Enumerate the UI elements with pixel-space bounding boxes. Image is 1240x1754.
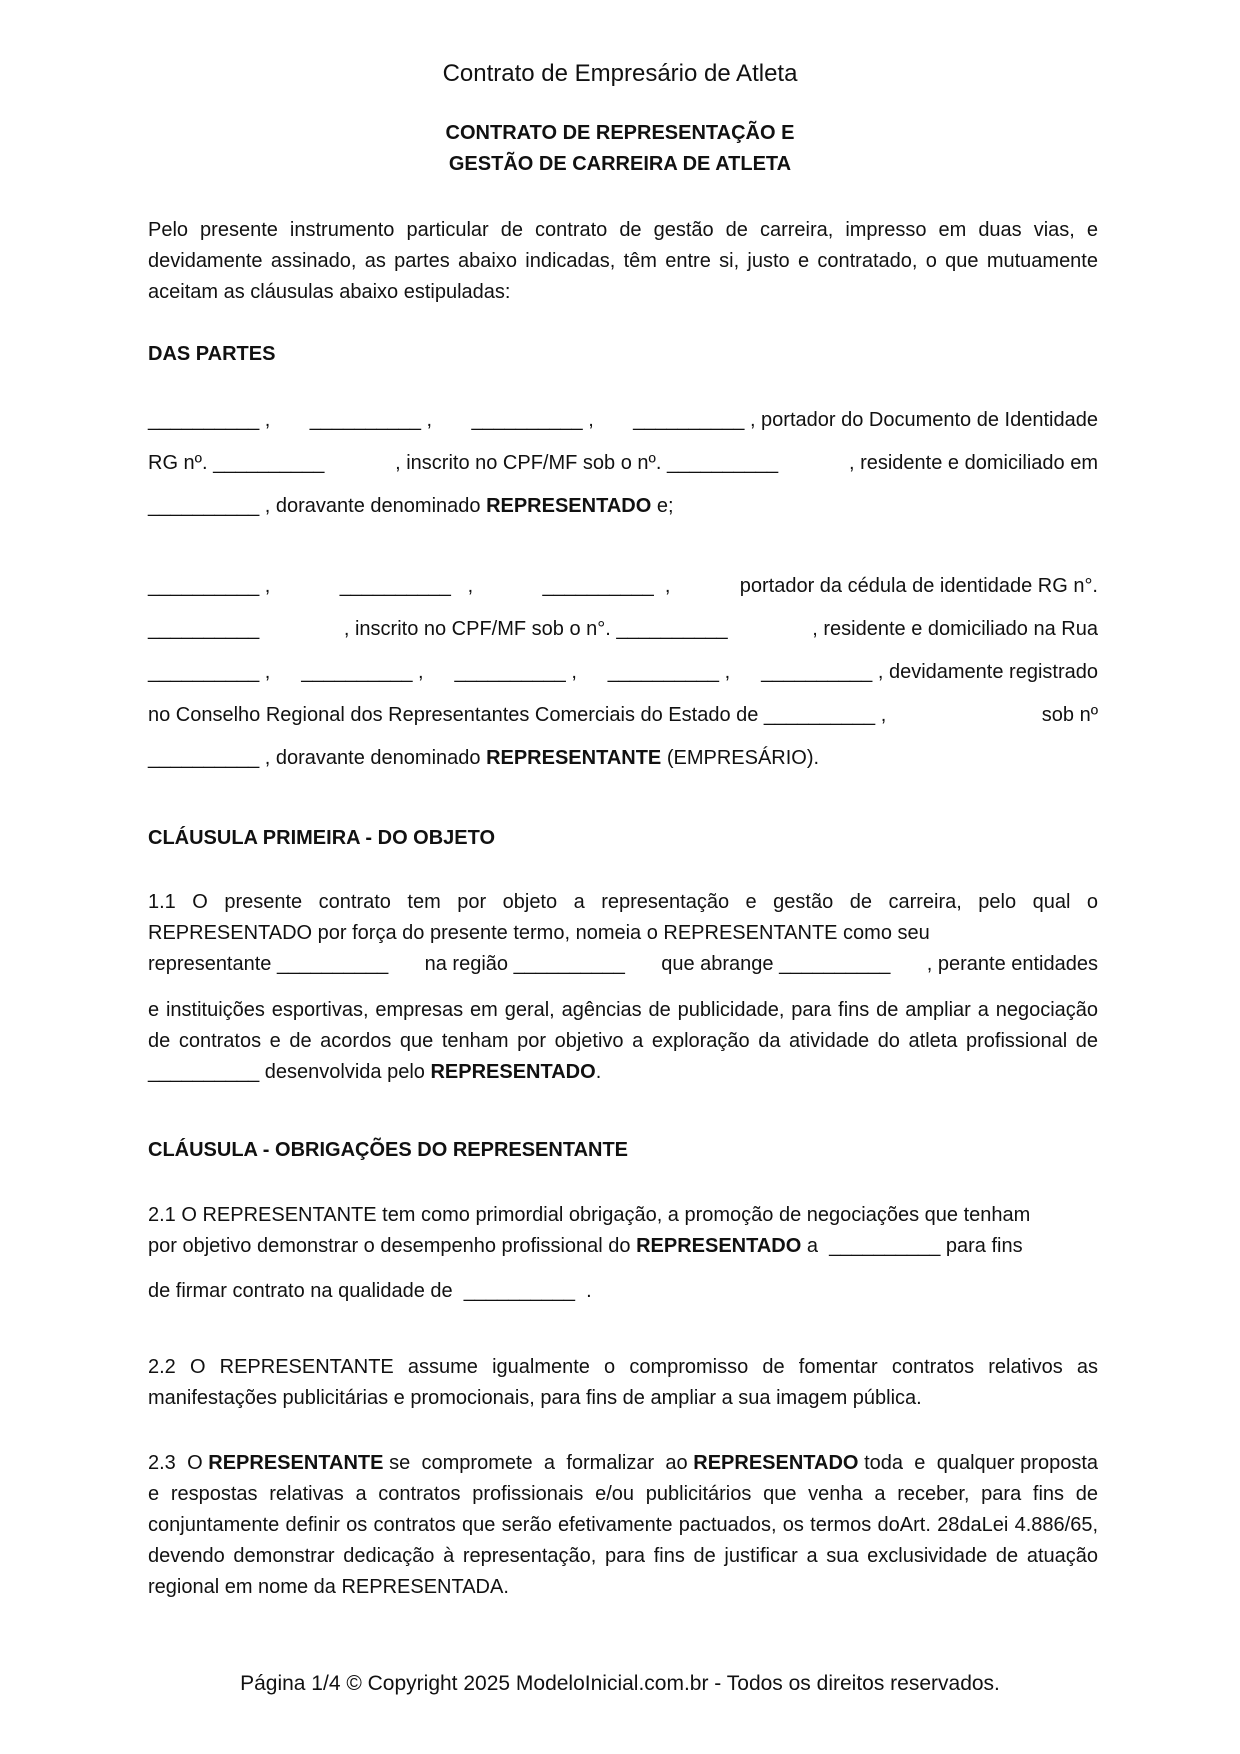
page-header-title: Contrato de Empresário de Atleta [442,60,798,87]
party2-field: __________ , [454,661,577,683]
party2-field: __________ , devidamente registrado [761,661,1098,683]
clause1-1-paragraph-b [148,995,1098,1088]
clause1-heading: CLÁUSULA PRIMEIRA - DO OBJETO [148,827,496,849]
representative-label: REPRESENTANTE [208,1452,384,1474]
party1-line2 [148,448,1098,479]
party2-field: sob nº [1041,704,1098,726]
party2-field: __________ , [148,575,271,597]
party1-field: __________ , portador do Documento de Identidade [633,409,1098,431]
represented-label: REPRESENTADO [693,1452,859,1474]
clause2-3-text: toda e qualquer proposta e respostas relativas a contratos profissionais e/ou publicitários que venha a receber, para fins de conjuntamente definir os contratos que serão efetivamente pactuados, os termos doArt. 28daLei 4.886/65, devendo demonstrar dedicação à representação, para fins de justificar a sua exclusividade de atuação regional em nome da REPRESENTADA. [148,1452,1104,1598]
clause1-text: . [595,1061,602,1083]
clause2-text: por objetivo demonstrar o desempenho profissional do [148,1235,637,1257]
party2-line4 [148,700,1098,731]
document-title-line1: CONTRATO DE REPRESENTAÇÃO E [445,122,795,144]
clause2-3-text: 2.3 O [148,1452,209,1474]
party1-text: e; [651,495,674,517]
party2-field: __________ , [607,661,731,683]
party2-line3 [148,657,1098,688]
party1-line3 [148,491,1098,522]
clause1-field: na região __________ [424,953,625,975]
clause2-heading: CLÁUSULA - OBRIGAÇÕES DO REPRESENTANTE [148,1139,629,1161]
party1-text: __________ , doravante denominado [148,495,487,517]
party2-line1 [148,571,1098,602]
clause1-field: , perante entidades [926,953,1098,975]
clause2-text: a __________ para fins [801,1235,1023,1257]
party2-field: , residente e domiciliado na Rua [812,618,1098,640]
party2-line5 [148,743,1098,774]
document-title [0,118,1240,180]
party1-field: __________ , [148,409,271,431]
clause1-text: e instituições esportivas, empresas em geral, agências de publicidade, para fins de ampliar a negociação de contratos e de acordos que tenham por objetivo a exploração da atividade do atleta profissional de __________ desenvolvida pelo [148,999,1098,1083]
party1-field: , residente e domiciliado em [848,452,1098,474]
represented-label: REPRESENTADO [636,1235,802,1257]
party1-field: RG nº. __________ [148,452,325,474]
party2-field: __________ , [148,661,271,683]
clause2-2-paragraph: 2.2 O REPRESENTANTE assume igualmente o compromisso de fomentar contratos relativos as manifestações publicitárias e promocionais, para fins de ampliar a sua imagem pública. [148,1356,1098,1409]
represented-label: REPRESENTADO [486,495,652,517]
party2-field: __________ [148,618,260,640]
document-title-line2: GESTÃO DE CARREIRA DE ATLETA [448,153,792,175]
party2-field: no Conselho Regional dos Representantes Comerciais do Estado de __________ , [148,704,887,726]
clause2-1-line2 [148,1231,1098,1262]
party1-field: __________ , [309,409,433,431]
party1-line1 [148,405,1098,436]
clause1-1-line3 [148,949,1098,980]
representative-label: REPRESENTANTE [486,747,662,769]
intro-paragraph: Pelo presente instrumento particular de contrato de gestão de carreira, impresso em duas vias, e devidamente assinado, as partes abaixo indicadas, têm entre si, justo e contratado, o que mutuamente aceitam as cláusulas abaixo estipuladas: [148,219,1098,303]
party1-field: , inscrito no CPF/MF sob o nº. __________ [395,452,779,474]
page-footer: Página 1/4 © Copyright 2025 ModeloInicial.com.br - Todos os direitos reservados. [240,1672,1000,1695]
represented-label: REPRESENTADO [430,1061,596,1083]
clause1-field: que abrange __________ [661,953,891,975]
party2-field: __________ , [339,575,474,597]
clause1-1-paragraph-a: 1.1 O presente contrato tem por objeto a representação e gestão de carreira, pelo qual o REPRESENTADO por força do presente termo, nomeia o REPRESENTANTE como seu [148,891,1098,944]
party2-field: __________ , [542,575,671,597]
party2-text: (EMPRESÁRIO). [661,747,820,769]
party2-text: __________ , doravante denominado [148,747,487,769]
clause2-1-line1: 2.1 O REPRESENTANTE tem como primordial obrigação, a promoção de negociações que tenham [148,1204,1031,1226]
clause2-1-line3: de firmar contrato na qualidade de __________ . [148,1280,592,1302]
party1-field: __________ , [471,409,594,431]
parties-heading: DAS PARTES [148,343,276,365]
party2-field: __________ , [301,661,424,683]
clause2-3-paragraph [148,1448,1104,1603]
clause2-3-text: se compromete a formalizar ao [383,1452,694,1474]
clause1-field: representante __________ [148,953,389,975]
party2-field: , inscrito no CPF/MF sob o n°. __________ [343,618,728,640]
party2-line2 [148,614,1098,645]
party2-field: portador da cédula de identidade RG n°. [739,575,1098,597]
